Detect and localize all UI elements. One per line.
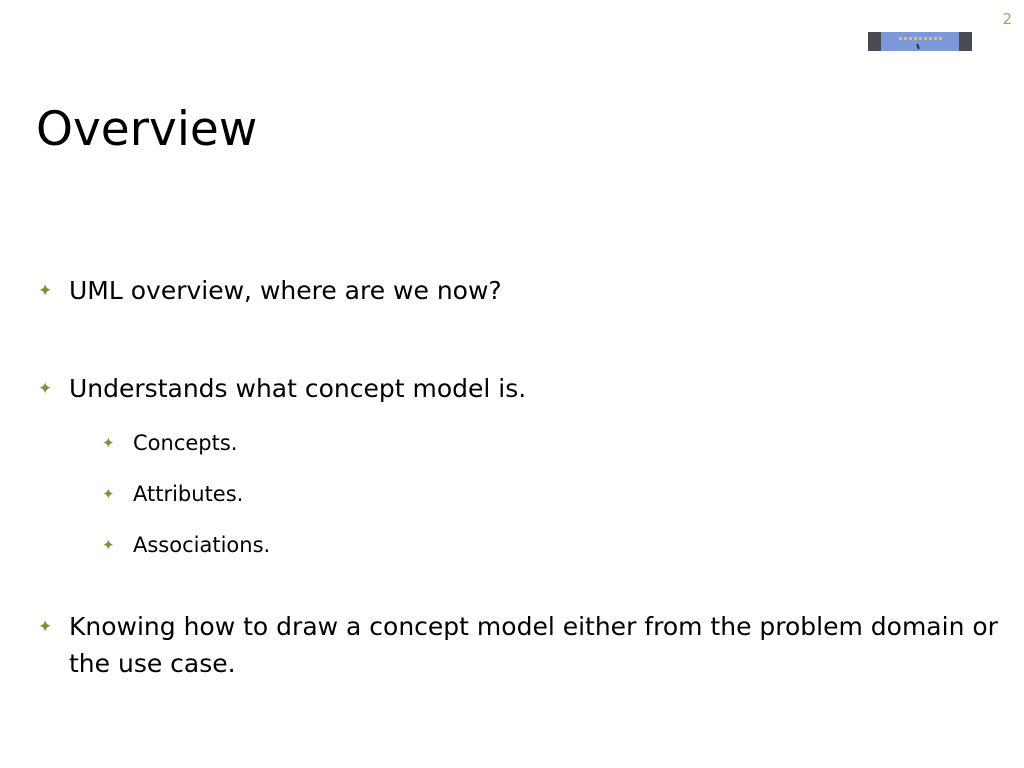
sub-bullet-text: Associations.	[133, 533, 271, 557]
star-bullet-icon: ✦	[102, 434, 115, 452]
bullet-text: UML overview, where are we now?	[69, 276, 502, 305]
star-bullet-icon: ✦	[38, 379, 53, 399]
bullet-item	[36, 608, 1006, 682]
bullet-item	[36, 370, 1006, 407]
sub-bullet-text: Attributes.	[133, 482, 244, 506]
star-bullet-icon: ✦	[38, 281, 53, 301]
star-bullet-icon: ✦	[38, 617, 53, 637]
bullet-item	[36, 272, 1006, 309]
sub-bullet-item	[100, 479, 1006, 509]
bullet-list	[36, 272, 1006, 682]
sub-bullet-item	[100, 530, 1006, 560]
star-bullet-icon: ✦	[102, 485, 115, 503]
star-bullet-icon: ✦	[102, 536, 115, 554]
sub-bullet-text: Concepts.	[133, 431, 238, 455]
presentation-logo-icon	[868, 32, 972, 51]
bullet-text: Knowing how to draw a concept model either from the problem domain or the use case.	[69, 612, 998, 678]
sub-bullet-item	[100, 428, 1006, 458]
slide-number: 2	[1002, 10, 1012, 28]
slide-title: Overview	[36, 102, 258, 157]
bullet-text: Understands what concept model is.	[69, 374, 527, 403]
